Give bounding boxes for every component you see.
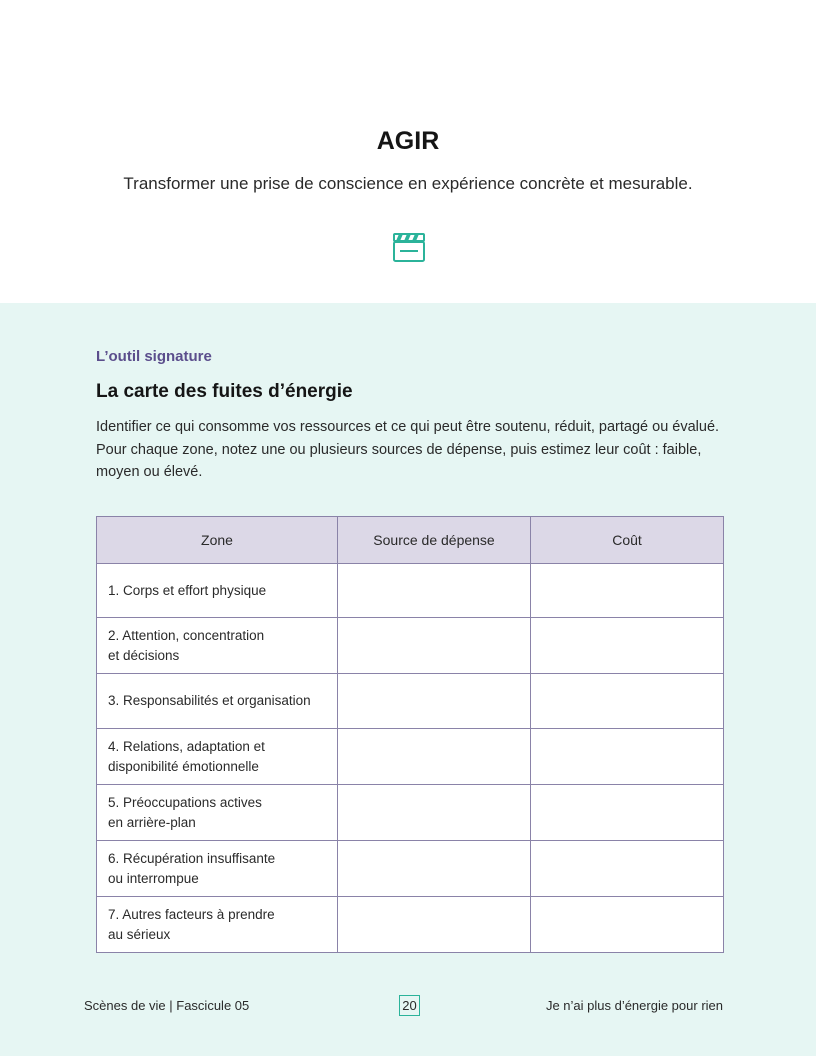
zone-cell xyxy=(97,618,338,674)
zone-cell xyxy=(97,674,338,729)
source-cell[interactable] xyxy=(338,674,531,729)
source-cell[interactable] xyxy=(338,897,531,953)
footer-title: Je n’ai plus d’énergie pour rien xyxy=(545,998,723,1013)
zone-label-line2: en arrière-plan xyxy=(108,814,196,830)
cost-cell[interactable] xyxy=(531,618,724,674)
page-subtitle: Transformer une prise de conscience en expérience concrète et mesurable. xyxy=(123,174,693,193)
header-cost: Coût xyxy=(531,517,724,564)
cost-cell[interactable] xyxy=(531,564,724,618)
section-heading: La carte des fuites d’énergie xyxy=(96,381,353,402)
table-row xyxy=(97,841,724,897)
cost-cell[interactable] xyxy=(531,729,724,785)
table-row xyxy=(97,897,724,953)
zone-label-line2: et décisions xyxy=(108,647,180,663)
cost-cell[interactable] xyxy=(531,897,724,953)
zone-label-line2: disponibilité émotionnelle xyxy=(108,758,259,774)
zone-cell xyxy=(97,785,338,841)
table-header-row xyxy=(97,517,724,564)
table-row xyxy=(97,729,724,785)
source-cell[interactable] xyxy=(338,618,531,674)
zone-label: 7. Autres facteurs à prendre xyxy=(108,906,275,922)
footer-series: Scènes de vie | Fascicule 05 xyxy=(84,998,250,1013)
source-cell[interactable] xyxy=(338,564,531,618)
table-row xyxy=(97,785,724,841)
zone-cell xyxy=(97,841,338,897)
header-area xyxy=(0,0,816,303)
header-source: Source de dépense xyxy=(338,517,531,564)
zone-label: 6. Récupération insuffisante xyxy=(108,850,276,866)
zone-label: 5. Préoccupations actives xyxy=(108,794,262,810)
energy-leaks-table xyxy=(96,516,724,953)
cost-cell[interactable] xyxy=(531,674,724,729)
source-cell[interactable] xyxy=(338,785,531,841)
zone-cell xyxy=(97,729,338,785)
section-kicker: L’outil signature xyxy=(96,348,212,365)
zone-label: 3. Responsabilités et organisation xyxy=(108,693,311,708)
table-row xyxy=(97,564,724,618)
page-title: AGIR xyxy=(376,127,440,155)
zone-label-line2: au sérieux xyxy=(108,926,171,942)
page-number: 20 xyxy=(399,995,420,1016)
cost-cell[interactable] xyxy=(531,841,724,897)
section-intro: Identifier ce qui consomme vos ressources et ce qui peut être soutenu, réduit, partagé ou évalué. Pour chaque zone, notez une ou plusieurs sources de dépense, puis estimez leur coût : faible, moyen ou élevé. xyxy=(96,419,720,480)
table-row xyxy=(97,674,724,729)
zone-label: 2. Attention, concentration xyxy=(108,627,265,643)
zone-label: 1. Corps et effort physique xyxy=(108,582,267,598)
clapperboard-icon xyxy=(392,231,426,263)
zone-cell xyxy=(97,564,338,618)
header-zone: Zone xyxy=(97,517,338,564)
source-cell[interactable] xyxy=(338,729,531,785)
zone-label-line2: ou interrompue xyxy=(108,870,199,886)
table-row xyxy=(97,618,724,674)
source-cell[interactable] xyxy=(338,841,531,897)
zone-cell xyxy=(97,897,338,953)
zone-label: 4. Relations, adaptation et xyxy=(108,738,265,754)
cost-cell[interactable] xyxy=(531,785,724,841)
